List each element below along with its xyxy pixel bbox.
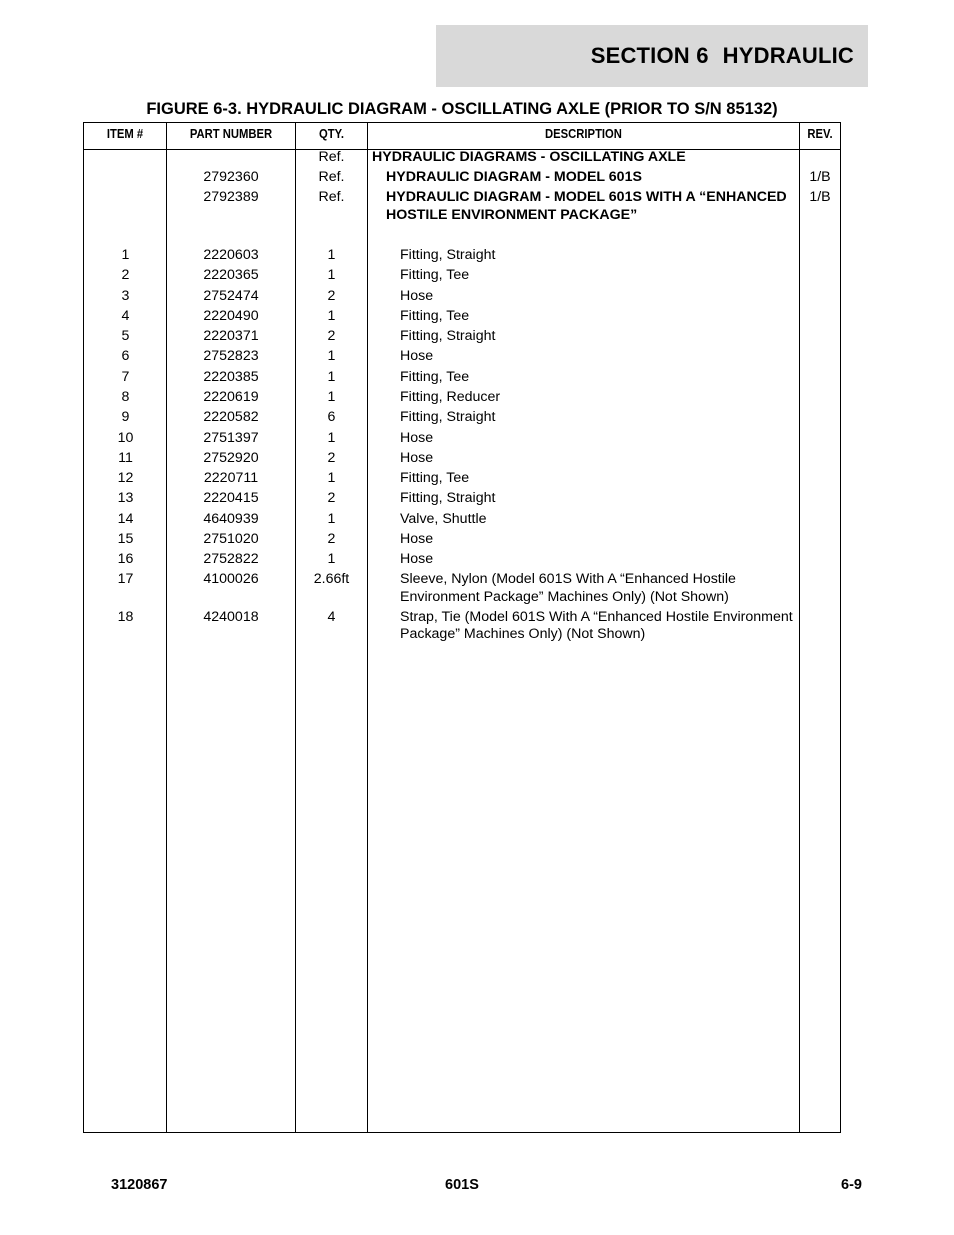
part-number-cell: 2220490 — [203, 308, 259, 324]
item-cell: 7 — [121, 369, 130, 385]
description-cell: Hose — [400, 348, 434, 364]
footer-page-number: 6-9 — [841, 1177, 862, 1193]
description-cell: Fitting, Straight — [400, 409, 496, 425]
description-cell: Fitting, Tee — [400, 267, 470, 283]
item-cell: 8 — [121, 389, 130, 405]
qty-cell: 2 — [327, 531, 336, 547]
part-number-cell: 2220603 — [203, 247, 259, 263]
qty-cell: 2 — [327, 288, 336, 304]
description-cell: HOSTILE ENVIRONMENT PACKAGE” — [386, 207, 638, 223]
header-part-number: PART NUMBER — [189, 127, 273, 141]
header-description: DESCRIPTION — [545, 127, 622, 141]
item-cell: 5 — [121, 328, 130, 344]
item-cell: 6 — [121, 348, 130, 364]
part-number-cell: 2751020 — [203, 531, 259, 547]
part-number-cell: 2792360 — [203, 169, 259, 185]
item-cell: 16 — [117, 551, 134, 567]
part-number-cell: 4640939 — [203, 511, 259, 527]
description-cell: Hose — [400, 430, 434, 446]
qty-cell: 1 — [327, 551, 336, 567]
part-number-cell: 2220415 — [203, 490, 259, 506]
item-cell: 18 — [117, 609, 134, 625]
parts-table — [83, 122, 841, 1133]
figure-title: FIGURE 6-3. HYDRAULIC DIAGRAM - OSCILLATING AXLE (PRIOR TO S/N 85132) — [146, 100, 778, 118]
description-cell: HYDRAULIC DIAGRAM - MODEL 601S — [386, 169, 642, 185]
qty-cell: 1 — [327, 470, 336, 486]
footer-document-number: 3120867 — [111, 1177, 168, 1193]
item-cell: 9 — [121, 409, 130, 425]
qty-cell: 2 — [327, 328, 336, 344]
item-cell: 10 — [117, 430, 134, 446]
item-cell: 12 — [117, 470, 134, 486]
section-number: SECTION 6 — [590, 43, 709, 68]
description-cell: Hose — [400, 531, 434, 547]
qty-cell: Ref. — [318, 149, 345, 165]
description-cell: Hose — [400, 551, 434, 567]
description-cell: Fitting, Straight — [400, 490, 496, 506]
qty-cell: 1 — [327, 308, 336, 324]
qty-cell: Ref. — [318, 169, 345, 185]
qty-cell: 1 — [327, 267, 336, 283]
qty-cell: 4 — [327, 609, 336, 625]
qty-cell: 6 — [327, 409, 336, 425]
part-number-cell: 2752823 — [203, 348, 259, 364]
qty-cell: 2 — [327, 450, 336, 466]
description-cell: Fitting, Tee — [400, 470, 470, 486]
qty-cell: 1 — [327, 247, 336, 263]
qty-cell: 2 — [327, 490, 336, 506]
part-number-cell: 2220371 — [203, 328, 259, 344]
item-cell: 13 — [117, 490, 134, 506]
description-cell: Fitting, Straight — [400, 328, 496, 344]
qty-cell: 2.66ft — [313, 571, 350, 587]
part-number-cell: 2792389 — [203, 189, 259, 205]
description-cell: Package” Machines Only) (Not Shown) — [400, 626, 646, 642]
rev-cell: 1/B — [809, 169, 831, 185]
part-number-cell: 2220365 — [203, 267, 259, 283]
description-cell: Fitting, Reducer — [400, 389, 501, 405]
description-cell: Valve, Shuttle — [400, 511, 487, 527]
part-number-cell: 2220385 — [203, 369, 259, 385]
description-cell: Fitting, Straight — [400, 247, 496, 263]
item-cell: 1 — [121, 247, 130, 263]
description-cell: HYDRAULIC DIAGRAM - MODEL 601S WITH A “ENHANCED — [386, 189, 787, 205]
header-rev: REV. — [807, 127, 833, 141]
item-cell: 11 — [118, 450, 133, 466]
item-cell: 15 — [117, 531, 134, 547]
description-cell: Environment Package” Machines Only) (Not Shown) — [400, 589, 729, 605]
description-cell: Hose — [400, 450, 434, 466]
description-cell: HYDRAULIC DIAGRAMS - OSCILLATING AXLE — [372, 149, 686, 165]
item-cell: 14 — [117, 511, 134, 527]
part-number-cell: 2220582 — [203, 409, 259, 425]
item-cell: 3 — [121, 288, 130, 304]
description-cell: Fitting, Tee — [400, 369, 470, 385]
part-number-cell: 4240018 — [203, 609, 259, 625]
qty-cell: 1 — [327, 511, 336, 527]
description-cell: Fitting, Tee — [400, 308, 470, 324]
qty-cell: Ref. — [318, 189, 345, 205]
description-cell: Sleeve, Nylon (Model 601S With A “Enhanced Hostile — [400, 571, 736, 587]
rev-cell: 1/B — [809, 189, 831, 205]
header-item: ITEM # — [106, 127, 144, 141]
part-number-cell: 2751397 — [203, 430, 259, 446]
part-number-cell: 2752474 — [203, 288, 259, 304]
qty-cell: 1 — [327, 430, 336, 446]
footer-model: 601S — [445, 1177, 479, 1193]
part-number-cell: 2220711 — [203, 470, 259, 486]
description-cell: Hose — [400, 288, 434, 304]
section-title: HYDRAULIC — [722, 43, 854, 68]
item-cell: 2 — [121, 267, 130, 283]
item-cell: 4 — [121, 308, 130, 324]
description-cell: Strap, Tie (Model 601S With A “Enhanced Hostile Environment — [400, 609, 793, 625]
column-divider — [367, 123, 368, 1132]
part-number-cell: 2752822 — [203, 551, 259, 567]
part-number-cell: 2220619 — [203, 389, 259, 405]
qty-cell: 1 — [327, 348, 336, 364]
item-cell: 17 — [117, 571, 134, 587]
header-qty: QTY. — [318, 127, 345, 141]
part-number-cell: 2752920 — [203, 450, 259, 466]
qty-cell: 1 — [327, 369, 336, 385]
qty-cell: 1 — [327, 389, 336, 405]
section-header — [436, 25, 868, 87]
part-number-cell: 4100026 — [203, 571, 259, 587]
